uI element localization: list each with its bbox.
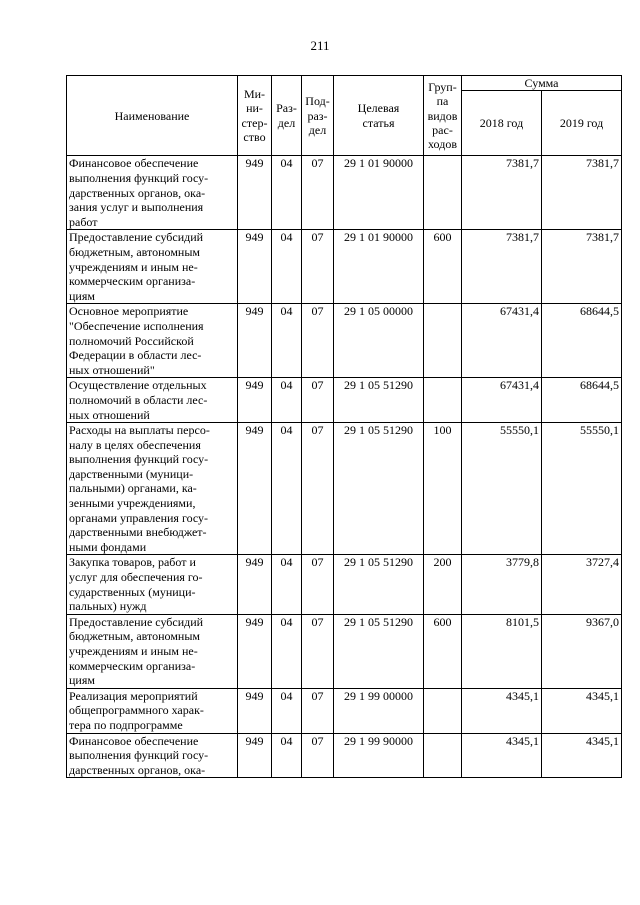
cell-ministry: 949 [238, 688, 272, 733]
cell-sum-2018: 4345,1 [462, 688, 542, 733]
cell-sum-2019: 4345,1 [542, 733, 622, 778]
cell-target-article: 29 1 05 51290 [334, 614, 424, 688]
cell-sum-2019: 4345,1 [542, 688, 622, 733]
table-row [67, 733, 622, 778]
cell-subsection: 07 [302, 378, 334, 423]
cell-sum-2019: 68644,5 [542, 378, 622, 423]
cell-section: 04 [272, 733, 302, 778]
cell-expense-group [424, 156, 462, 230]
cell-target-article: 29 1 05 51290 [334, 423, 424, 555]
cell-section: 04 [272, 423, 302, 555]
cell-ministry: 949 [238, 555, 272, 614]
header-ministry: Ми- ни- стер- ство [238, 76, 272, 156]
cell-sum-2018: 7381,7 [462, 156, 542, 230]
cell-subsection: 07 [302, 733, 334, 778]
cell-sum-2018: 4345,1 [462, 733, 542, 778]
cell-sum-2018: 67431,4 [462, 378, 542, 423]
cell-section: 04 [272, 156, 302, 230]
header-section: Раз- дел [272, 76, 302, 156]
header-name: Наименование [67, 76, 238, 156]
cell-sum-2018: 7381,7 [462, 230, 542, 304]
budget-table [66, 75, 622, 778]
cell-name: Финансовое обеспечение выполнения функций госу- дарственных органов, ока- [67, 733, 238, 778]
table-row [67, 423, 622, 555]
cell-section: 04 [272, 304, 302, 378]
cell-expense-group: 600 [424, 614, 462, 688]
cell-ministry: 949 [238, 156, 272, 230]
table-row [67, 555, 622, 614]
cell-subsection: 07 [302, 423, 334, 555]
cell-sum-2019: 7381,7 [542, 230, 622, 304]
cell-target-article: 29 1 05 00000 [334, 304, 424, 378]
cell-section: 04 [272, 614, 302, 688]
cell-ministry: 949 [238, 733, 272, 778]
cell-target-article: 29 1 05 51290 [334, 555, 424, 614]
cell-expense-group: 200 [424, 555, 462, 614]
cell-name: Осуществление отдельных полномочий в области лес- ных отношений [67, 378, 238, 423]
cell-section: 04 [272, 230, 302, 304]
cell-target-article: 29 1 99 90000 [334, 733, 424, 778]
cell-ministry: 949 [238, 423, 272, 555]
cell-sum-2018: 8101,5 [462, 614, 542, 688]
page-number: 211 [310, 38, 330, 53]
header-expense-group: Груп- па видов рас- ходов [424, 76, 462, 156]
cell-name: Предоставление субсидий бюджетным, автономным учреждениям и иным не- коммерческим организа- циям [67, 614, 238, 688]
cell-expense-group [424, 688, 462, 733]
cell-ministry: 949 [238, 304, 272, 378]
header-sum: Сумма [462, 76, 622, 91]
header-target-article: Целевая статья [334, 76, 424, 156]
cell-section: 04 [272, 378, 302, 423]
cell-ministry: 949 [238, 378, 272, 423]
cell-section: 04 [272, 555, 302, 614]
table-row [67, 304, 622, 378]
cell-target-article: 29 1 01 90000 [334, 230, 424, 304]
cell-sum-2019: 3727,4 [542, 555, 622, 614]
cell-name: Реализация мероприятий общепрограммного харак- тера по подпрограмме [67, 688, 238, 733]
cell-name: Финансовое обеспечение выполнения функций госу- дарственных органов, ока- зания услуг и выполнения работ [67, 156, 238, 230]
header-year-2019: 2019 год [542, 91, 622, 156]
cell-name: Закупка товаров, работ и услуг для обеспечения го- сударственных (муници- пальных) нужд [67, 555, 238, 614]
cell-subsection: 07 [302, 304, 334, 378]
cell-sum-2019: 7381,7 [542, 156, 622, 230]
cell-ministry: 949 [238, 614, 272, 688]
cell-subsection: 07 [302, 688, 334, 733]
cell-subsection: 07 [302, 230, 334, 304]
cell-section: 04 [272, 688, 302, 733]
cell-name: Предоставление субсидий бюджетным, автономным учреждениям и иным не- коммерческим организа- циям [67, 230, 238, 304]
cell-subsection: 07 [302, 156, 334, 230]
table-row [67, 614, 622, 688]
cell-subsection: 07 [302, 555, 334, 614]
cell-ministry: 949 [238, 230, 272, 304]
cell-target-article: 29 1 05 51290 [334, 378, 424, 423]
cell-expense-group [424, 378, 462, 423]
cell-sum-2018: 67431,4 [462, 304, 542, 378]
cell-name: Основное мероприятие "Обеспечение исполнения полномочий Российской Федерации в области лес- ных отношений" [67, 304, 238, 378]
table-row [67, 156, 622, 230]
cell-sum-2019: 55550,1 [542, 423, 622, 555]
cell-expense-group [424, 304, 462, 378]
header-year-2018: 2018 год [462, 91, 542, 156]
table-row [67, 230, 622, 304]
cell-name: Расходы на выплаты персо- налу в целях обеспечения выполнения функций госу- дарственными (муници- пальными) органами, ка- зенными учреждениями, органами управления госу- дарственными внебюджет- ными фондами [67, 423, 238, 555]
table-row [67, 688, 622, 733]
cell-sum-2018: 55550,1 [462, 423, 542, 555]
header-subsection: Под- раз- дел [302, 76, 334, 156]
cell-expense-group: 100 [424, 423, 462, 555]
table-row [67, 378, 622, 423]
cell-target-article: 29 1 01 90000 [334, 156, 424, 230]
cell-expense-group [424, 733, 462, 778]
cell-subsection: 07 [302, 614, 334, 688]
cell-sum-2019: 9367,0 [542, 614, 622, 688]
cell-sum-2018: 3779,8 [462, 555, 542, 614]
cell-sum-2019: 68644,5 [542, 304, 622, 378]
cell-target-article: 29 1 99 00000 [334, 688, 424, 733]
cell-expense-group: 600 [424, 230, 462, 304]
